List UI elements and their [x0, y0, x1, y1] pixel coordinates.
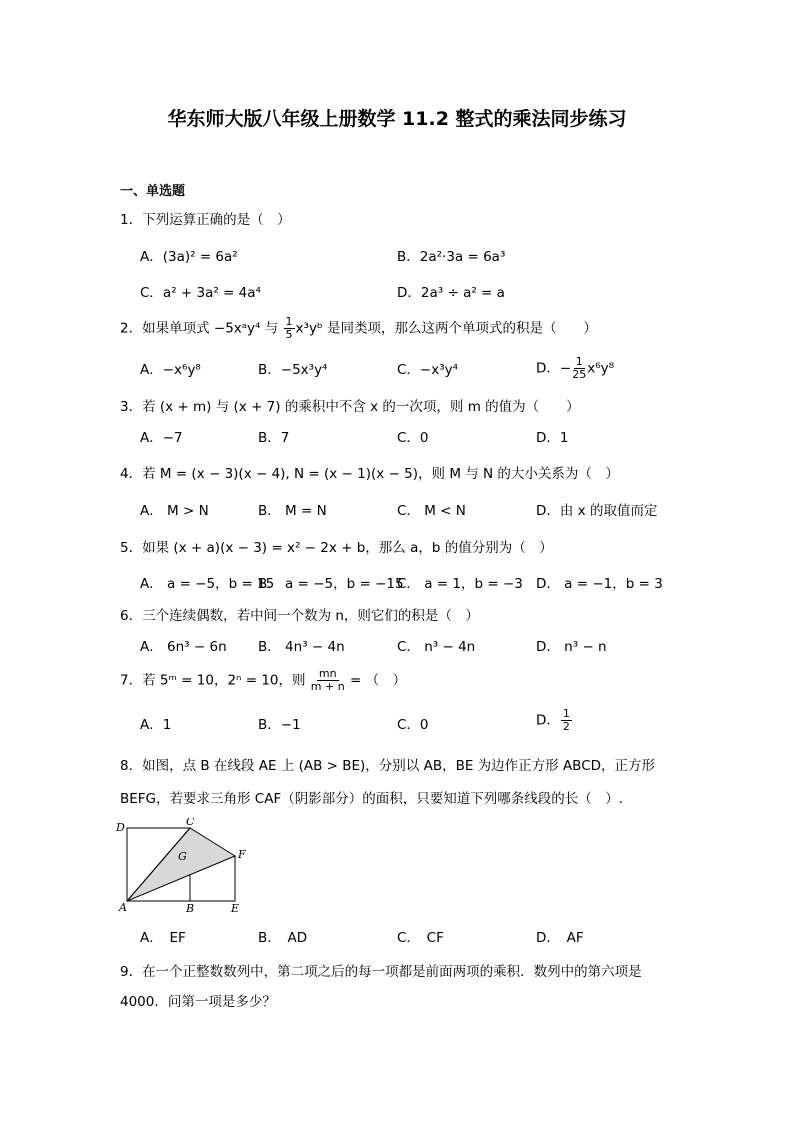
q7-option-d[interactable]: [536, 708, 573, 733]
q5-option-b[interactable]: B． a = −5，b = −15: [258, 576, 404, 592]
label-g: G: [178, 850, 187, 863]
label-f: F: [238, 848, 246, 861]
q2-option-d-label: D．−: [536, 360, 572, 377]
q2-option-d[interactable]: [536, 356, 614, 381]
q8-option-b[interactable]: B． AD: [258, 930, 308, 946]
q7-option-c[interactable]: C．0: [397, 717, 429, 733]
q2-option-c[interactable]: C．−x³y⁴: [397, 362, 459, 378]
question-4-stem: 4．若 M = (x − 3)(x − 4), N = (x − 1)(x − 5)，则 M 与 N 的大小关系为（ ）: [120, 466, 619, 482]
q2-frac-num: 1: [285, 315, 293, 328]
question-1-stem: 1．下列运算正确的是（ ）: [120, 212, 291, 228]
q6-option-d[interactable]: D． n³ − n: [536, 639, 607, 655]
section-heading: 一、单选题: [120, 184, 186, 199]
q7-stem-post: = （ ）: [345, 672, 407, 689]
q4-option-a[interactable]: A． M > N: [140, 503, 209, 519]
q7-option-a[interactable]: A．1: [140, 717, 172, 733]
q2-fraction: [284, 316, 295, 341]
q2-frac-den: 5: [285, 328, 293, 341]
q7-option-b[interactable]: B．−1: [258, 717, 301, 733]
q5-option-a[interactable]: A． a = −5，b = 15: [140, 576, 275, 592]
q7-stem-pre: 7．若 5ᵐ = 10，2ⁿ = 10，则: [120, 672, 310, 689]
q5-option-d[interactable]: D． a = −1，b = 3: [536, 576, 663, 592]
q2-option-b[interactable]: B．−5x³y⁴: [258, 362, 328, 378]
label-a: A: [119, 901, 127, 913]
question-6-stem: 6．三个连续偶数，若中间一个数为 n，则它们的积是（ ）: [120, 608, 479, 624]
q3-option-d[interactable]: D．1: [536, 430, 569, 446]
question-7-stem: [120, 668, 406, 693]
q4-option-d[interactable]: D．由 x 的取值而定: [536, 503, 658, 519]
q3-option-c[interactable]: C．0: [397, 430, 429, 446]
q1-option-a[interactable]: A．(3a)² = 6a²: [140, 249, 238, 265]
label-b: B: [186, 902, 195, 913]
q8-option-c[interactable]: C． CF: [397, 930, 444, 946]
q8-option-a[interactable]: A． EF: [140, 930, 186, 946]
q7-frac-num: mn: [318, 667, 337, 680]
q7-d-frac-den: 2: [562, 720, 570, 733]
question-5-stem: 5．如果 (x + a)(x − 3) = x² − 2x + b，那么 a，b 的值分别为（ ）: [120, 540, 553, 556]
q5-option-c[interactable]: C． a = 1，b = −3: [397, 576, 523, 592]
q7-frac-den: m + n: [310, 680, 345, 693]
label-c: C: [186, 818, 195, 828]
q3-option-a[interactable]: A．−7: [140, 430, 183, 446]
q7-fraction: [311, 668, 345, 693]
q1-option-b[interactable]: B．2a²·3a = 6a³: [397, 249, 506, 265]
q4-option-c[interactable]: C． M < N: [397, 503, 466, 519]
q2-option-d-tail: x⁶y⁸: [587, 360, 615, 377]
question-9-stem-line2: 4000．问第一项是多少？: [120, 994, 276, 1010]
q1-option-d[interactable]: D．2a³ ÷ a² = a: [397, 285, 505, 301]
q6-option-c[interactable]: C． n³ − 4n: [397, 639, 476, 655]
q2-d-frac-num: 1: [575, 355, 583, 368]
label-d: D: [116, 821, 125, 834]
question-8-stem-line1: 8．如图，点 B 在线段 AE 上 (AB > BE)，分别以 AB，BE 为边作正方形 ABCD，正方形: [120, 758, 656, 774]
geometry-figure: [112, 818, 262, 913]
q2-stem-post: x³yᵇ 是同类项，那么这两个单项式的积是（ ）: [295, 320, 598, 337]
q2-d-frac-den: 25: [572, 368, 587, 381]
q7-option-d-fraction: [561, 708, 572, 733]
q1-option-c[interactable]: C．a² + 3a² = 4a⁴: [140, 285, 261, 301]
question-3-stem: 3．若 (x + m) 与 (x + 7) 的乘积中不含 x 的一次项，则 m 的值为（ ）: [120, 399, 580, 415]
q2-option-d-fraction: [572, 356, 586, 381]
q7-option-d-label: D．: [536, 712, 560, 729]
q2-stem-pre: 2．如果单项式 −5xᵃy⁴ 与: [120, 320, 283, 337]
q7-d-frac-num: 1: [562, 707, 570, 720]
q2-option-a[interactable]: A．−x⁶y⁸: [140, 362, 201, 378]
question-9-stem-line1: 9．在一个正整数数列中，第二项之后的每一项都是前面两项的乘积．数列中的第六项是: [120, 964, 642, 980]
question-8-stem-line2: BEFG，若要求三角形 CAF（阴影部分）的面积，只要知道下列哪条线段的长（ ）.: [120, 791, 624, 807]
page-title: 华东师大版八年级上册数学 11.2 整式的乘法同步练习: [167, 108, 627, 130]
q4-option-b[interactable]: B． M = N: [258, 503, 327, 519]
q6-option-b[interactable]: B． 4n³ − 4n: [258, 639, 345, 655]
q6-option-a[interactable]: A． 6n³ − 6n: [140, 639, 227, 655]
question-2-stem: [120, 316, 597, 341]
q3-option-b[interactable]: B．7: [258, 430, 290, 446]
label-e: E: [231, 902, 240, 913]
q8-option-d[interactable]: D． AF: [536, 930, 584, 946]
